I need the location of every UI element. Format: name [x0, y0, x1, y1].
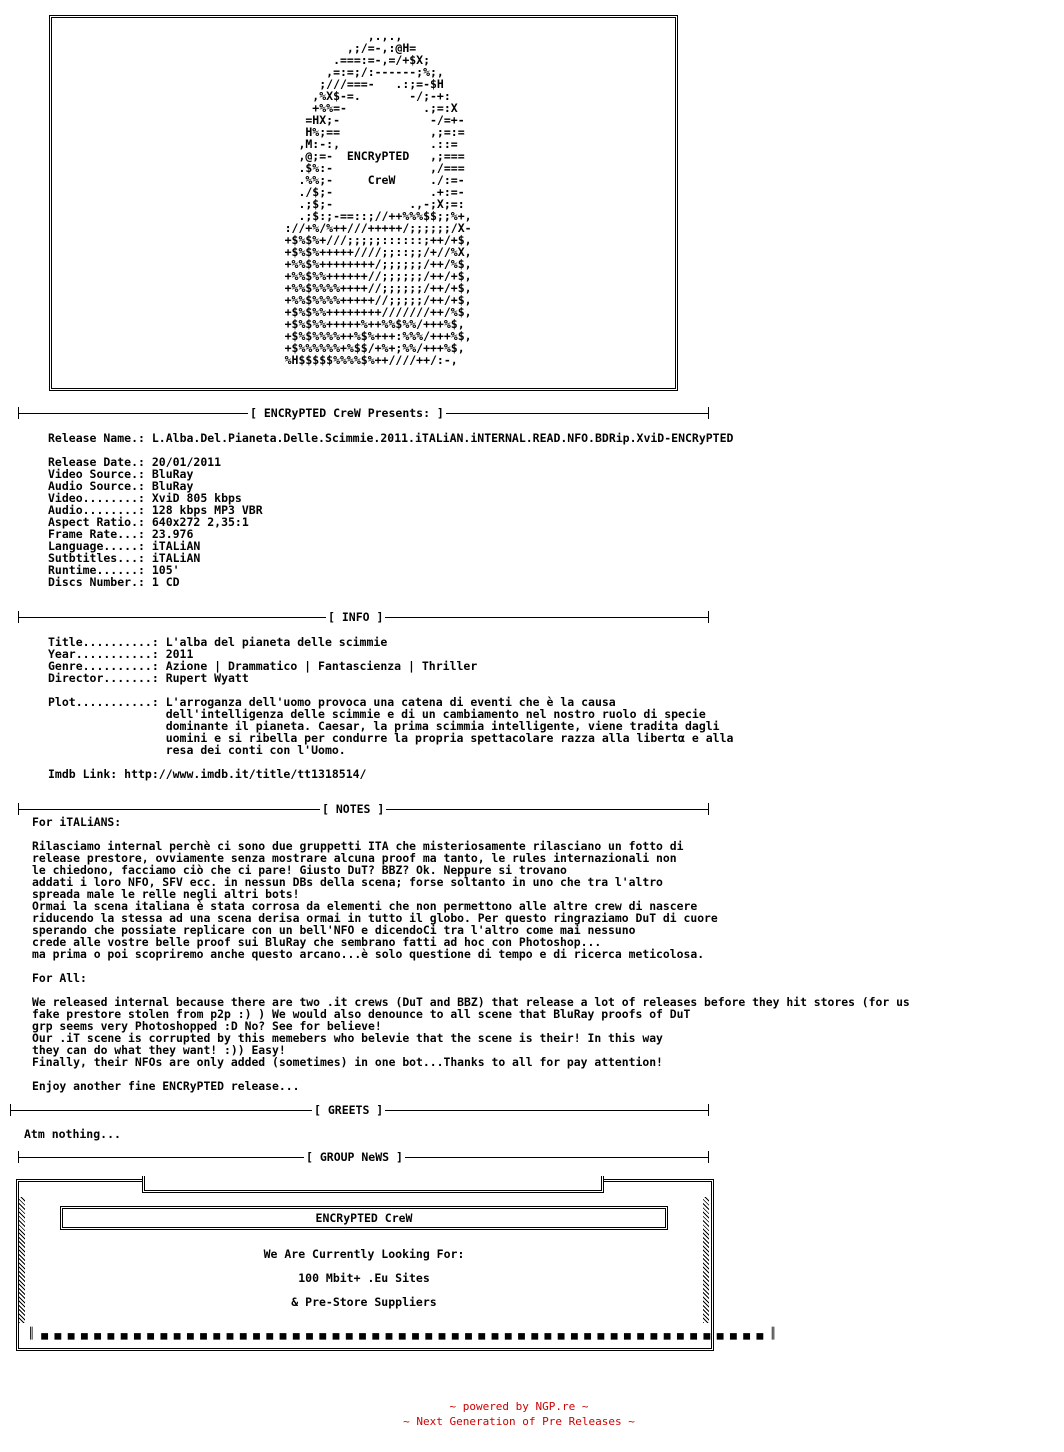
- news-bottom-bar: ║ ▄ ▄ ▄ ▄ ▄ ▄ ▄ ▄ ▄ ▄ ▄ ▄ ▄ ▄ ▄ ▄ ▄ ▄ ▄ ▄ ▄ ▄ ▄ ▄ ▄ ▄ ▄ ▄ ▄ ▄ ▄ ▄ ▄ ▄ ▄ ▄ ▄ ▄ ▄ ▄ ▄ ▄ ▄ ▄ ▄ ▄ ▄ ▄ ▄ ▄ ▄ ▄ ▄ ▄ ▄ ║: [28, 1327, 777, 1340]
- notes-label: [ NOTES ]: [322, 802, 385, 816]
- notes-text: For iTALiANS: Rilasciamo internal perchè ci sono due gruppetti ITA che misteriosamente rilasciano un fotto di release prestore, ovviamente senza mostrare alcuna proof ma tanto, le rules internazionali non le chiedono, facciamo ciò che ci pare! Giusto DuT? BBZ? Ok. Neppure si trovano addati i loro NFO, SFV ecc. in nessun DBs della scena; forse soltanto in uno che tra l'altro spreada male le relle negli altri bots! Ormai la scena italiana è stata corrosa da elementi che non permettono alle altre crew di nascere riducendo la stessa ad una scena derisa ormai in tutto il globo. Per questo ringraziamo DuT di cuore sperando che possiate replicare con un bell'NFO e dicendoCi tra l'altro come mai nessuno crede alle vostre belle proof sui BluRay che sembrano fatti ad hoc con Photoshop... ma prima o poi scopriremo anche questo arcano...è solo questione di tempo e di ricerca meticolosa. For All: We released internal because there are two .it crews (DuT and BBZ) that release a lot of releases before they hit stores (for us fake prestore stolen from p2p :) ) We would also denounce to all scene that BluRay proofs of DuT grp seems very Photoshopped :D No? See for believe! Our .iT scene is corrupted by this memebers who belevie that the scene is their! In this way they can do what they want! :)) Easy! Finally, their NFOs are only added (sometimes) in one bot...Thanks to all for pay attention! Enjoy another fine ENCRyPTED release...: [32, 815, 910, 1093]
- release-name-label: Release Name.:: [48, 431, 145, 445]
- presents-label: [ ENCRyPTED CreW Presents: ]: [250, 406, 444, 420]
- news-line-1: We Are Currently Looking For:: [263, 1247, 465, 1261]
- group-news-box: [16, 1179, 777, 1349]
- greets-separator: [10, 1104, 708, 1116]
- footer-tagline: ~ Next Generation of Pre Releases ~: [403, 1415, 635, 1428]
- footer-powered-by: ~ powered by NGP.re ~: [449, 1400, 589, 1413]
- group-news-separator: [18, 1151, 708, 1163]
- info-details: Title..........: L'alba del pianeta delle scimmie Year...........: 2011 Genre..........: Azione | Drammatico | Fantascienza | Thriller Director.......: Rupert Wyatt Plot...........: L'arroganza dell'uomo provoca una catena di eventi che è la causa dell'intelligenza delle scimmie e di un cambiamento nel nostro ruolo di specie dominante il pianeta. Caesar, la prima scimmia intelligente, viene tradita dagli uomini e si ribella per condurre la propria spettacolare razza alla libertα e alla resa dei conti con l'Uomo. Imdb Link: http://www.imdb.it/title/tt1318514/: [48, 635, 734, 781]
- news-line-2: 100 Mbit+ .Eu Sites: [298, 1271, 430, 1285]
- ascii-logo: ,.,., ,;/=-,:@H= .===:=-,=/+$X; ,=:=;/:------;%;, ;///===- .:;=-$H ,%X$-=. -/;-+: +%%=- .;=:X =HX;- -/=+- H%;== ,;=:= ,M:-:, .::= ,@;=- ENCRyPTED ,;=== .$%:- ,/=== .%%;- CreW ./:=- ./$;- .+:=- .;$;- .,-;X;=: .;$:;-==::;//++%%%$$;;%+, ://+%/%++///+++++/;;;;;;/X- +$%$%+///;;;;;::::::;++/+$, +$%$%+++++////;;::;;/+//%X, +%%$%++++++++/;;;;;;/++/%$, +%%$%%++++++//;;;;;;/++/+$, +%%$%%%%++++//;;;;;;/++/+$, +%%$%%%%+++++//;;;;;/++/+$, +$%$%%++++++++///////++/%$, +$%$%%+++++%++%%$%%/+++%$, +$%$%%%%++%$%+++:%%%/+++%$, +$%%%%%%+%$$/+%+;%%/+++%$, %H$$$$$%%%%$%++////++/:-,: [284, 29, 472, 367]
- greets-label: [ GREETS ]: [314, 1103, 384, 1117]
- release-specs: Release Date.: 20/01/2011 Video Source.: BluRay Audio Source.: BluRay Video........: XviD 805 kbps Audio........: 128 kbps MP3 VBR Aspect Ratio.: 640x272 2,35:1 Frame Rate...: 23.976 Language.....: iTALiAN Sutbtitles...: iTALiAN Runtime......: 105' Discs Number.: 1 CD: [48, 455, 263, 589]
- news-title: ENCRyPTED CreW: [315, 1211, 413, 1225]
- group-news-label: [ GROUP NeWS ]: [306, 1150, 403, 1164]
- news-line-3: & Pre-Store Suppliers: [291, 1295, 437, 1309]
- release-name-row: [48, 432, 733, 444]
- release-name-value: L.Alba.Del.Pianeta.Delle.Scimmie.2011.iTALiAN.iNTERNAL.READ.NFO.BDRip.XviD-ENCRyPTED: [151, 431, 734, 445]
- info-label: [ INFO ]: [328, 610, 384, 624]
- info-separator: [18, 611, 708, 623]
- presents-separator: [18, 407, 708, 419]
- notes-separator: [18, 803, 708, 815]
- greets-text: Atm nothing...: [24, 1127, 121, 1141]
